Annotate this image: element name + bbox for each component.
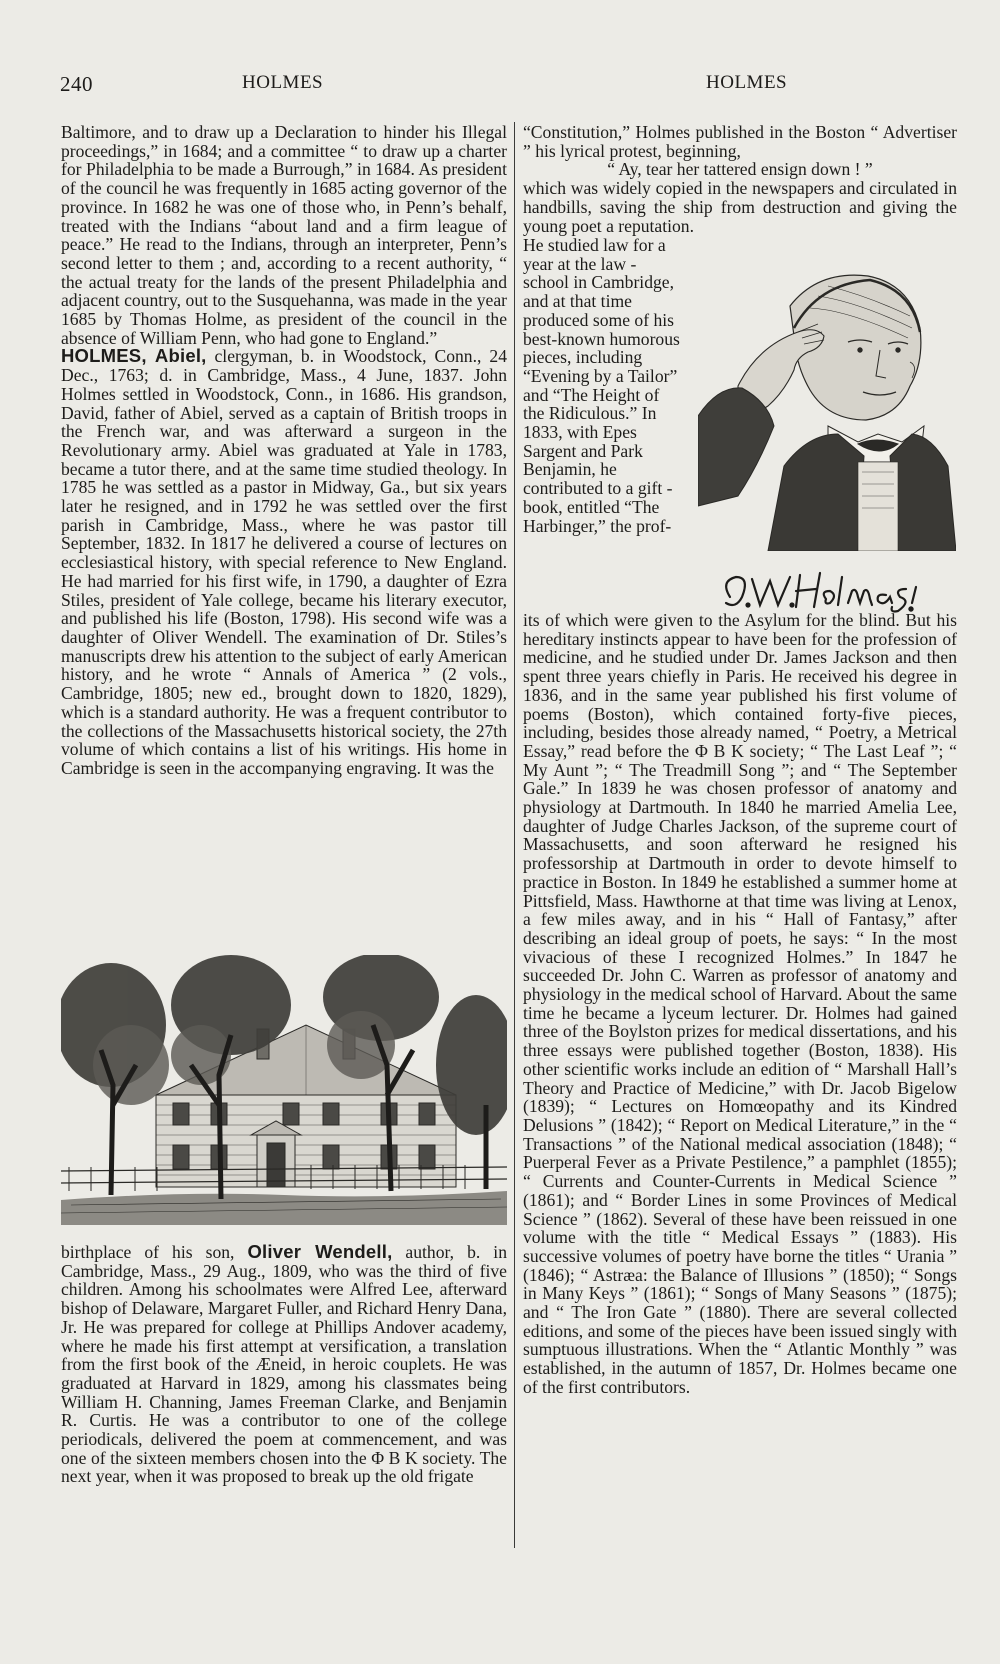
page-number: 240 xyxy=(60,72,93,96)
entry-abiel-text: clergyman, b. in Woodstock, Conn., 24 Dec., 1763; d. in Cambridge, Mass., 4 June, 1837. John Holmes settled in Woodstock, Conn., in 1686. His grandson, David, father of Abiel, served as a captain of British troops in the French war, and was afterward a surgeon in the Revolutionary army. Abiel was graduated at Yale in 1783, became a tutor there, and at the same time studied theology. In 1785 he was settled as a pastor in Midway, Ga., but six years later he resigned, and in 1792 he was settled over the first parish in Cambridge, Mass., where he was pastor till September, 1832. In 1817 he delivered a course of lectures on ecclesiastical history, with special reference to New England. He had married for his first wife, in 1790, a daughter of Ezra Stiles, president of Yale college, became his literary executor, and published his life (Boston, 1798). His second wife was a daughter of Oliver Wendell. The examination of Dr. Stiles’s manuscripts drew his attention to the subject of early American history, and he wrote “ Annals of America ” (2 vols., Cambridge, 1805; new ed., brought down to 1820, 1829), which is a standard authority. He was a frequent contributor to the collections of the Massachusetts historical society, the 27th volume of which contains a list of his writings. His home in Cambridge is seen in the accompanying engraving. It was the xyxy=(61,346,507,778)
holmes-signature xyxy=(716,567,931,615)
birthplace-lead: birthplace of his son, xyxy=(61,1242,248,1262)
entry-oliver-wendell xyxy=(61,1243,507,1486)
left-column-top xyxy=(61,123,507,778)
paragraph-holme-continued: Baltimore, and to draw up a Declaration to hinder his Illegal proceedings,” in 1684; and a committee “ to draw up a charter for Philadelphia to be made a Burrough,” in 1684. As president of the council he was frequently in 1685 acting governor of the province. In 1682 he was one of those who, in Penn’s behalf, treated with the Indians “about land and a firm league of peace.” He read to the Indians, through an interpreter, Penn’s second letter to them ; and, according to a recent authority, “ the actual treaty for the lands of the present Philadelphia and adjacent country, out to the Susquehanna, was made in the year 1685 by Thomas Holme, as president of the council in the absence of William Penn, who had gone to England.” xyxy=(61,122,507,348)
entry-abiel-holmes xyxy=(61,347,507,777)
medical-career-paragraph: its of which were given to the Asylum for the blind. But his hereditary instincts appear to have been for the profession of medicine, and he studied under Dr. James Jackson and then spent three years chiefly in Paris. He received his degree in 1836, and in the same year published his first volume of poems (Boston), which contained forty-five pieces, including, besides those already named, “ Poetry, a Metrical Essay,” read before the Φ Β Κ society; “ The Last Leaf ”; “ My Aunt ”; “ The Treadmill Song ”; and “ The September Gale.” In 1839 he was chosen professor of anatomy and physiology at Dartmouth. In 1840 he married Amelia Lee, daughter of Judge Charles Jackson, of the supreme court of Massachusetts, and soon afterward he resigned his professorship at Dartmouth in order to devote himself to practice in Boston. In 1849 he established a summer home at Pittsfield, Mass. Hawthorne at that time was living at Lenox, a few miles away, and in his “ Hall of Fantasy,” after describing an ideal group of poets, he says: “ In the most vivacious of these I recognized Holmes.” In 1847 he succeeded Dr. John C. Warren as professor of anatomy and physiology in the medical school of Harvard. About the same time he became a lyceum lecturer. Dr. Holmes had gained three of the Boylston prizes for medical dissertations, and his three essays were published together (Boston, 1838). His other scientific works include an edition of “ Marshall Hall’s Theory and Practice of Medicine,” with Dr. Jacob Bigelow (1839); “ Lectures on Homœopathy and its Kindred Delusions ” (1842); “ Report on Medical Literature,” in the “ Transactions ” of the National medical association (1848); “ Puerperal Fever as a Private Pestilence,” a pamphlet (1855); “ Currents and Counter-Currents in Medical Science ” (1861); and “ Border Lines in some Provinces of Medical Science ” (1862). Several of these have been reissued in one volume with the title “ Medical Essays ” (1883). His successive volumes of poetry have borne the titles “ Urania ” (1846); “ Astræa: the Balance of Illusions ” (1850); “ Songs in Many Keys ” (1861); “ Songs of Many Seasons ” (1875); and “ The Iron Gate ” (1880). There are several collected editions, and some of the pieces have been issued singly with sumptuous illustrations. When the “ Atlantic Monthly ” was established, in the autumn of 1857, Dr. Holmes became one of the first contributors. xyxy=(523,610,957,1397)
law-school-paragraph: He studied law for a year at the law - school in Cambridge, and at that time produced some of his best-known humorous pieces, including “Evening by a Tailor” and “The Height of the Ridiculous.” In 1833, with Epes Sargent and Park Benjamin, he contributed to a gift - book, entitled “The Harbinger,” the prof- xyxy=(523,235,680,536)
holmes-house-engraving xyxy=(61,955,507,1225)
headword-oliver-wendell: Oliver Wendell, xyxy=(247,1241,393,1262)
column-rule xyxy=(514,122,515,1548)
right-narrow-column xyxy=(523,236,683,535)
headword-abiel: HOLMES, Abiel, xyxy=(61,345,207,367)
constitution-paragraph: “Constitution,” Holmes published in the Boston “ Advertiser ” his lyrical protest, beginning, xyxy=(523,122,957,161)
widely-copied-paragraph: which was widely copied in the newspapers and circulated in handbills, saving the ship from destruction and giving the young poet a reputation. xyxy=(523,178,957,236)
right-column-top xyxy=(523,123,957,235)
running-head-right: HOLMES xyxy=(706,72,788,93)
right-column-bottom xyxy=(523,611,957,1397)
running-head-left: HOLMES xyxy=(242,72,324,93)
poem-quote-line: “ Ay, tear her tattered ensign down ! ” xyxy=(607,159,873,180)
entry-oliver-text: author, b. in Cambridge, Mass., 29 Aug., 1809, who was the third of five children. Among his schoolmates were Alfred Lee, afterward bishop of Delaware, Margaret Fuller, and Richard Henry Dana, Jr. He was prepared for college at Phillips Andover academy, where he made his first attempt at versification, a translation from the first book of the Æneid, in heroic couplets. He was graduated at Harvard in 1829, among his classmates being William H. Channing, James Freeman Clarke, and Benjamin R. Curtis. He was a contributor to one of the college periodicals, delivered the poem at commencement, and was one of the sixteen members chosen into the Φ Β Κ society. The next year, when it was proposed to break up the old frigate xyxy=(61,1242,507,1487)
left-column-bottom xyxy=(61,1243,507,1486)
holmes-portrait-engraving xyxy=(698,266,956,551)
